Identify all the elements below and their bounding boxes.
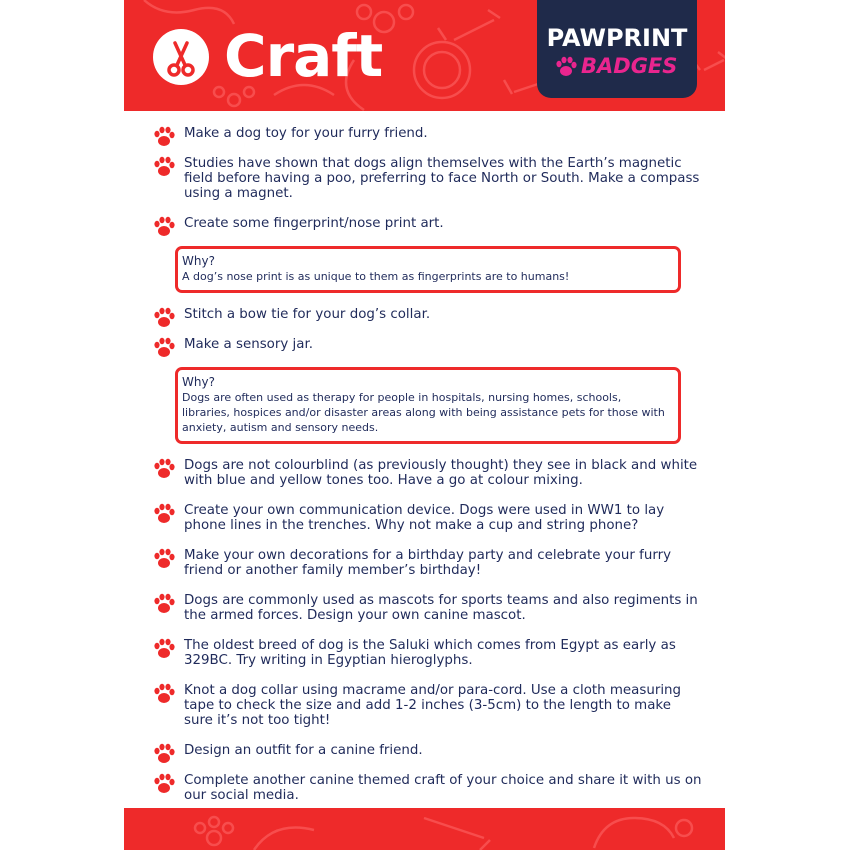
list-item-text: Make a sensory jar. [184,337,314,352]
list-item [153,593,703,623]
paw-print-icon [153,773,175,795]
why-callout [175,246,681,293]
paw-print-icon [153,503,175,525]
why-callout-text: Dogs are often used as therapy for people in hospitals, nursing homes, schools, libraries, hospices and/or disaster areas along with being assistance pets for those with anxiety, autism and sensory needs. [182,391,665,434]
paw-print-icon [555,56,577,78]
list-item-text: Studies have shown that dogs align themselves with the Earth’s magnetic field before having a poo, preferring to face North or South. Make a compass using a magnet. [184,156,700,201]
why-callout-title: Why? [182,375,215,389]
paw-print-icon [153,548,175,570]
list-item [153,503,703,533]
list-item-text: Dogs are not colourblind (as previously thought) they see in black and white with blue and yellow tones too. Have a go at colour mixing. [184,458,698,488]
paw-print-icon [153,307,175,329]
list-item [153,458,703,488]
list-item-text: Design an outfit for a canine friend. [184,743,423,758]
list-item-text: Knot a dog collar using macrame and/or para-cord. Use a cloth measuring tape to check the size and add 1-2 inches (3-5cm) to the length to make sure it’s not too tight! [184,683,682,728]
footer-pattern [124,808,725,850]
footer-banner [124,808,725,850]
logo-badges-text: BADGES [581,54,678,78]
page-title: Craft [224,22,383,90]
list-item [153,683,703,728]
paw-print-icon [153,337,175,359]
list-item-text: Dogs are commonly used as mascots for sports teams and also regiments in the armed forces. Design your own canine mascot. [184,593,698,623]
why-callout [175,367,681,444]
list-item [153,307,703,322]
list-item [153,548,703,578]
craft-page [124,0,725,850]
paw-print-icon [153,593,175,615]
paw-print-icon [153,216,175,238]
paw-print-icon [153,683,175,705]
header-banner [124,0,725,111]
list-item [153,337,703,352]
paw-print-icon [153,156,175,178]
list-item-text: Complete another canine themed craft of your choice and share it with us on our social media. [184,773,702,803]
paw-print-icon [153,638,175,660]
list-item [153,743,703,758]
paw-print-icon [153,126,175,148]
list-item [153,216,703,231]
list-item-text: Create some fingerprint/nose print art. [184,216,444,231]
list-item-text: Stitch a bow tie for your dog’s collar. [184,307,431,322]
list-item [153,156,703,201]
pawprint-badges-logo [537,0,697,98]
list-item [153,638,703,668]
why-callout-text: A dog’s nose print is as unique to them as fingerprints are to humans! [182,270,570,283]
list-item-text: Make your own decorations for a birthday party and celebrate your furry friend or another family member’s birthday! [184,548,672,578]
logo-wordmark-bottom-row [551,54,691,82]
list-item [153,126,703,141]
paw-print-icon [153,458,175,480]
activity-list [153,126,703,818]
paw-print-icon [153,743,175,765]
list-item-text: Create your own communication device. Dogs were used in WW1 to lay phone lines in the trenches. Why not make a cup and string phone? [184,503,665,533]
logo-wordmark-top: PAWPRINT [546,24,688,52]
list-item-text: The oldest breed of dog is the Saluki which comes from Egypt as early as 329BC. Try writing in Egyptian hieroglyphs. [184,638,676,668]
list-item-text: Make a dog toy for your furry friend. [184,126,428,141]
list-item [153,773,703,803]
scissors-icon [153,29,209,85]
why-callout-title: Why? [182,254,215,268]
